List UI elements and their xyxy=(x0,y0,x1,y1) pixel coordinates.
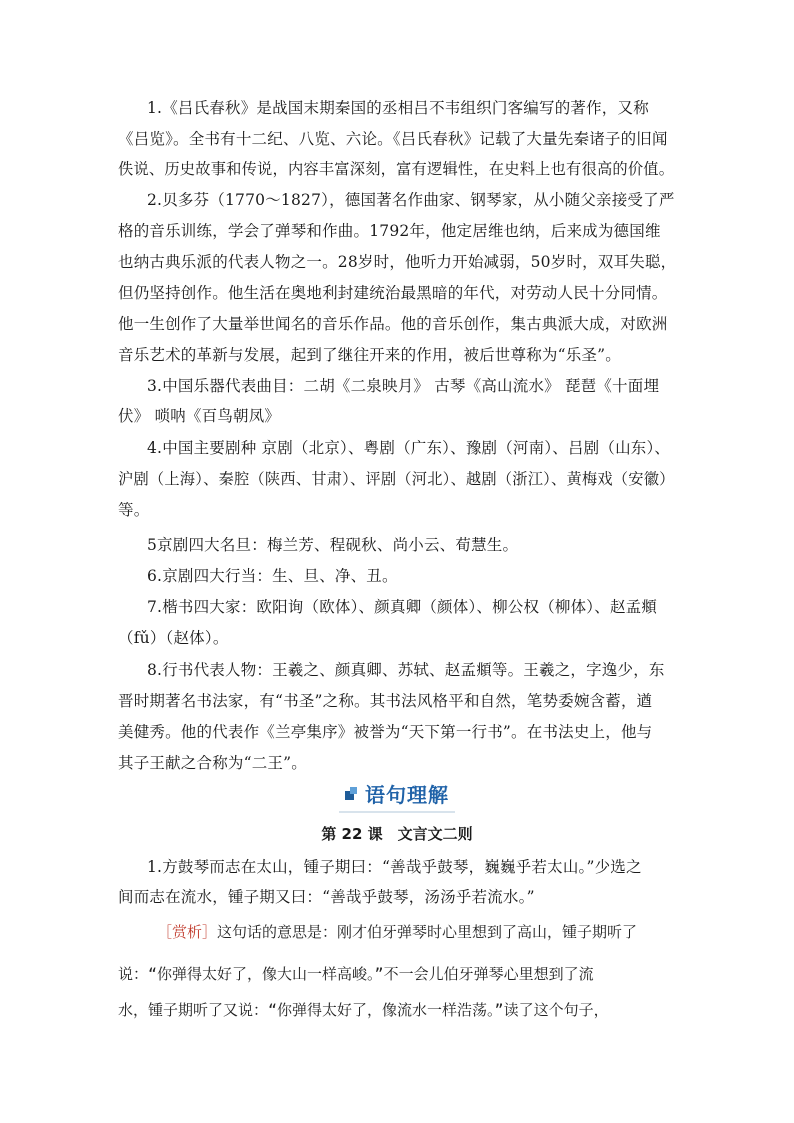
analysis-text: 这句话的意思是：刚才伯牙弹琴时心里想到了高山，锺子期听了 xyxy=(217,923,638,941)
paragraph-line: 2.贝多芬（1770～1827），德国著名作曲家、钢琴家，从小随父亲接受了严 xyxy=(147,191,675,209)
paragraph-line: 1.《吕氏春秋》是战国末期秦国的丞相吕不韦组织门客编写的著作，又称 xyxy=(147,99,649,117)
square-icon xyxy=(345,787,359,801)
paragraph-line: 3.中国乐器代表曲目：二胡《二泉映月》 古琴《高山流水》 琵琶《十面埋 xyxy=(147,377,660,395)
lesson-title: 第 22 课 文言文二则 xyxy=(321,825,473,843)
paragraph-line: 8.行书代表人物：王羲之、颜真卿、苏轼、赵孟頫等。王羲之，字逸少，东 xyxy=(147,661,665,679)
paragraph-line: 音乐艺术的革新与发展，起到了继往开来的作用，被后世尊称为“乐圣”。 xyxy=(118,346,621,364)
paragraph-line: 晋时期著名书法家，有“书圣”之称。其书法风格平和自然，笔势委婉含蓄，遒 xyxy=(118,692,653,710)
paragraph-line: 4.中国主要剧种 京剧（北京）、粤剧（广东）、豫剧（河南）、吕剧（山东）、 xyxy=(147,439,671,457)
paragraph-line: 也纳古典乐派的代表人物之一。28岁时，他听力开始减弱，50岁时，双耳失聪， xyxy=(118,253,677,271)
analysis-line: 水，锺子期听了又说：“你弹得太好了，像流水一样浩荡。”读了这个句子， xyxy=(118,1001,609,1019)
section-heading xyxy=(0,779,794,813)
paragraph-line: 《吕览》。全书有十二纪、八览、六论。《吕氏春秋》记载了大量先秦诸子的旧闻 xyxy=(118,130,668,148)
paragraph-line: 佚说、历史故事和传说，内容丰富深刻，富有逻辑性，在史料上也有很高的价值。 xyxy=(118,160,675,178)
paragraph-line: 其子王献之合称为“二王”。 xyxy=(118,754,307,772)
paragraph-line: 5京剧四大名旦：梅兰芳、程砚秋、尚小云、荀慧生。 xyxy=(147,536,519,554)
sentence-line: 1.方鼓琴而志在太山，锺子期曰：“善哉乎鼓琴，巍巍乎若太山。”少选之 xyxy=(147,858,642,876)
paragraph-line: 沪剧（上海）、秦腔（陕西、甘肃）、评剧（河北）、越剧（浙江）、黄梅戏（安徽） xyxy=(118,470,675,488)
section-title: 语句理解 xyxy=(365,783,449,807)
paragraph-line: 他一生创作了大量举世闻名的音乐作品。他的音乐创作，集古典派大成，对欧洲 xyxy=(118,315,668,333)
paragraph-line: 伏》 唢呐《百鸟朝凤》 xyxy=(118,407,281,425)
section-heading-box xyxy=(339,779,455,813)
sentence-line: 间而志在流水，锺子期又曰：“善哉乎鼓琴，汤汤乎若流水。” xyxy=(118,888,535,906)
paragraph-line: （fǔ）（赵体）。 xyxy=(118,629,229,647)
analysis-line xyxy=(157,922,677,942)
analysis-tag: ［赏析］ xyxy=(157,923,218,941)
analysis-line: 说：“你弹得太好了，像大山一样高峻。”不一会儿伯牙弹琴心里想到了流 xyxy=(118,965,594,983)
paragraph-line: 7.楷书四大家：欧阳询（欧体）、颜真卿（颜体）、柳公权（柳体）、赵孟頫 xyxy=(147,598,658,616)
paragraph-line: 6.京剧四大行当：生、旦、净、丑。 xyxy=(147,567,398,585)
paragraph-line: 格的音乐训练，学会了弹琴和作曲。1792年，他定居维也纳，后来成为德国维 xyxy=(118,222,661,240)
paragraph-line: 但仍坚持创作。他生活在奥地利封建统治最黑暗的年代，对劳动人民十分同情。 xyxy=(118,284,668,302)
paragraph-line: 美健秀。他的代表作《兰亭集序》被誉为“天下第一行书”。在书法史上，他与 xyxy=(118,723,653,741)
paragraph-line: 等。 xyxy=(118,501,150,519)
